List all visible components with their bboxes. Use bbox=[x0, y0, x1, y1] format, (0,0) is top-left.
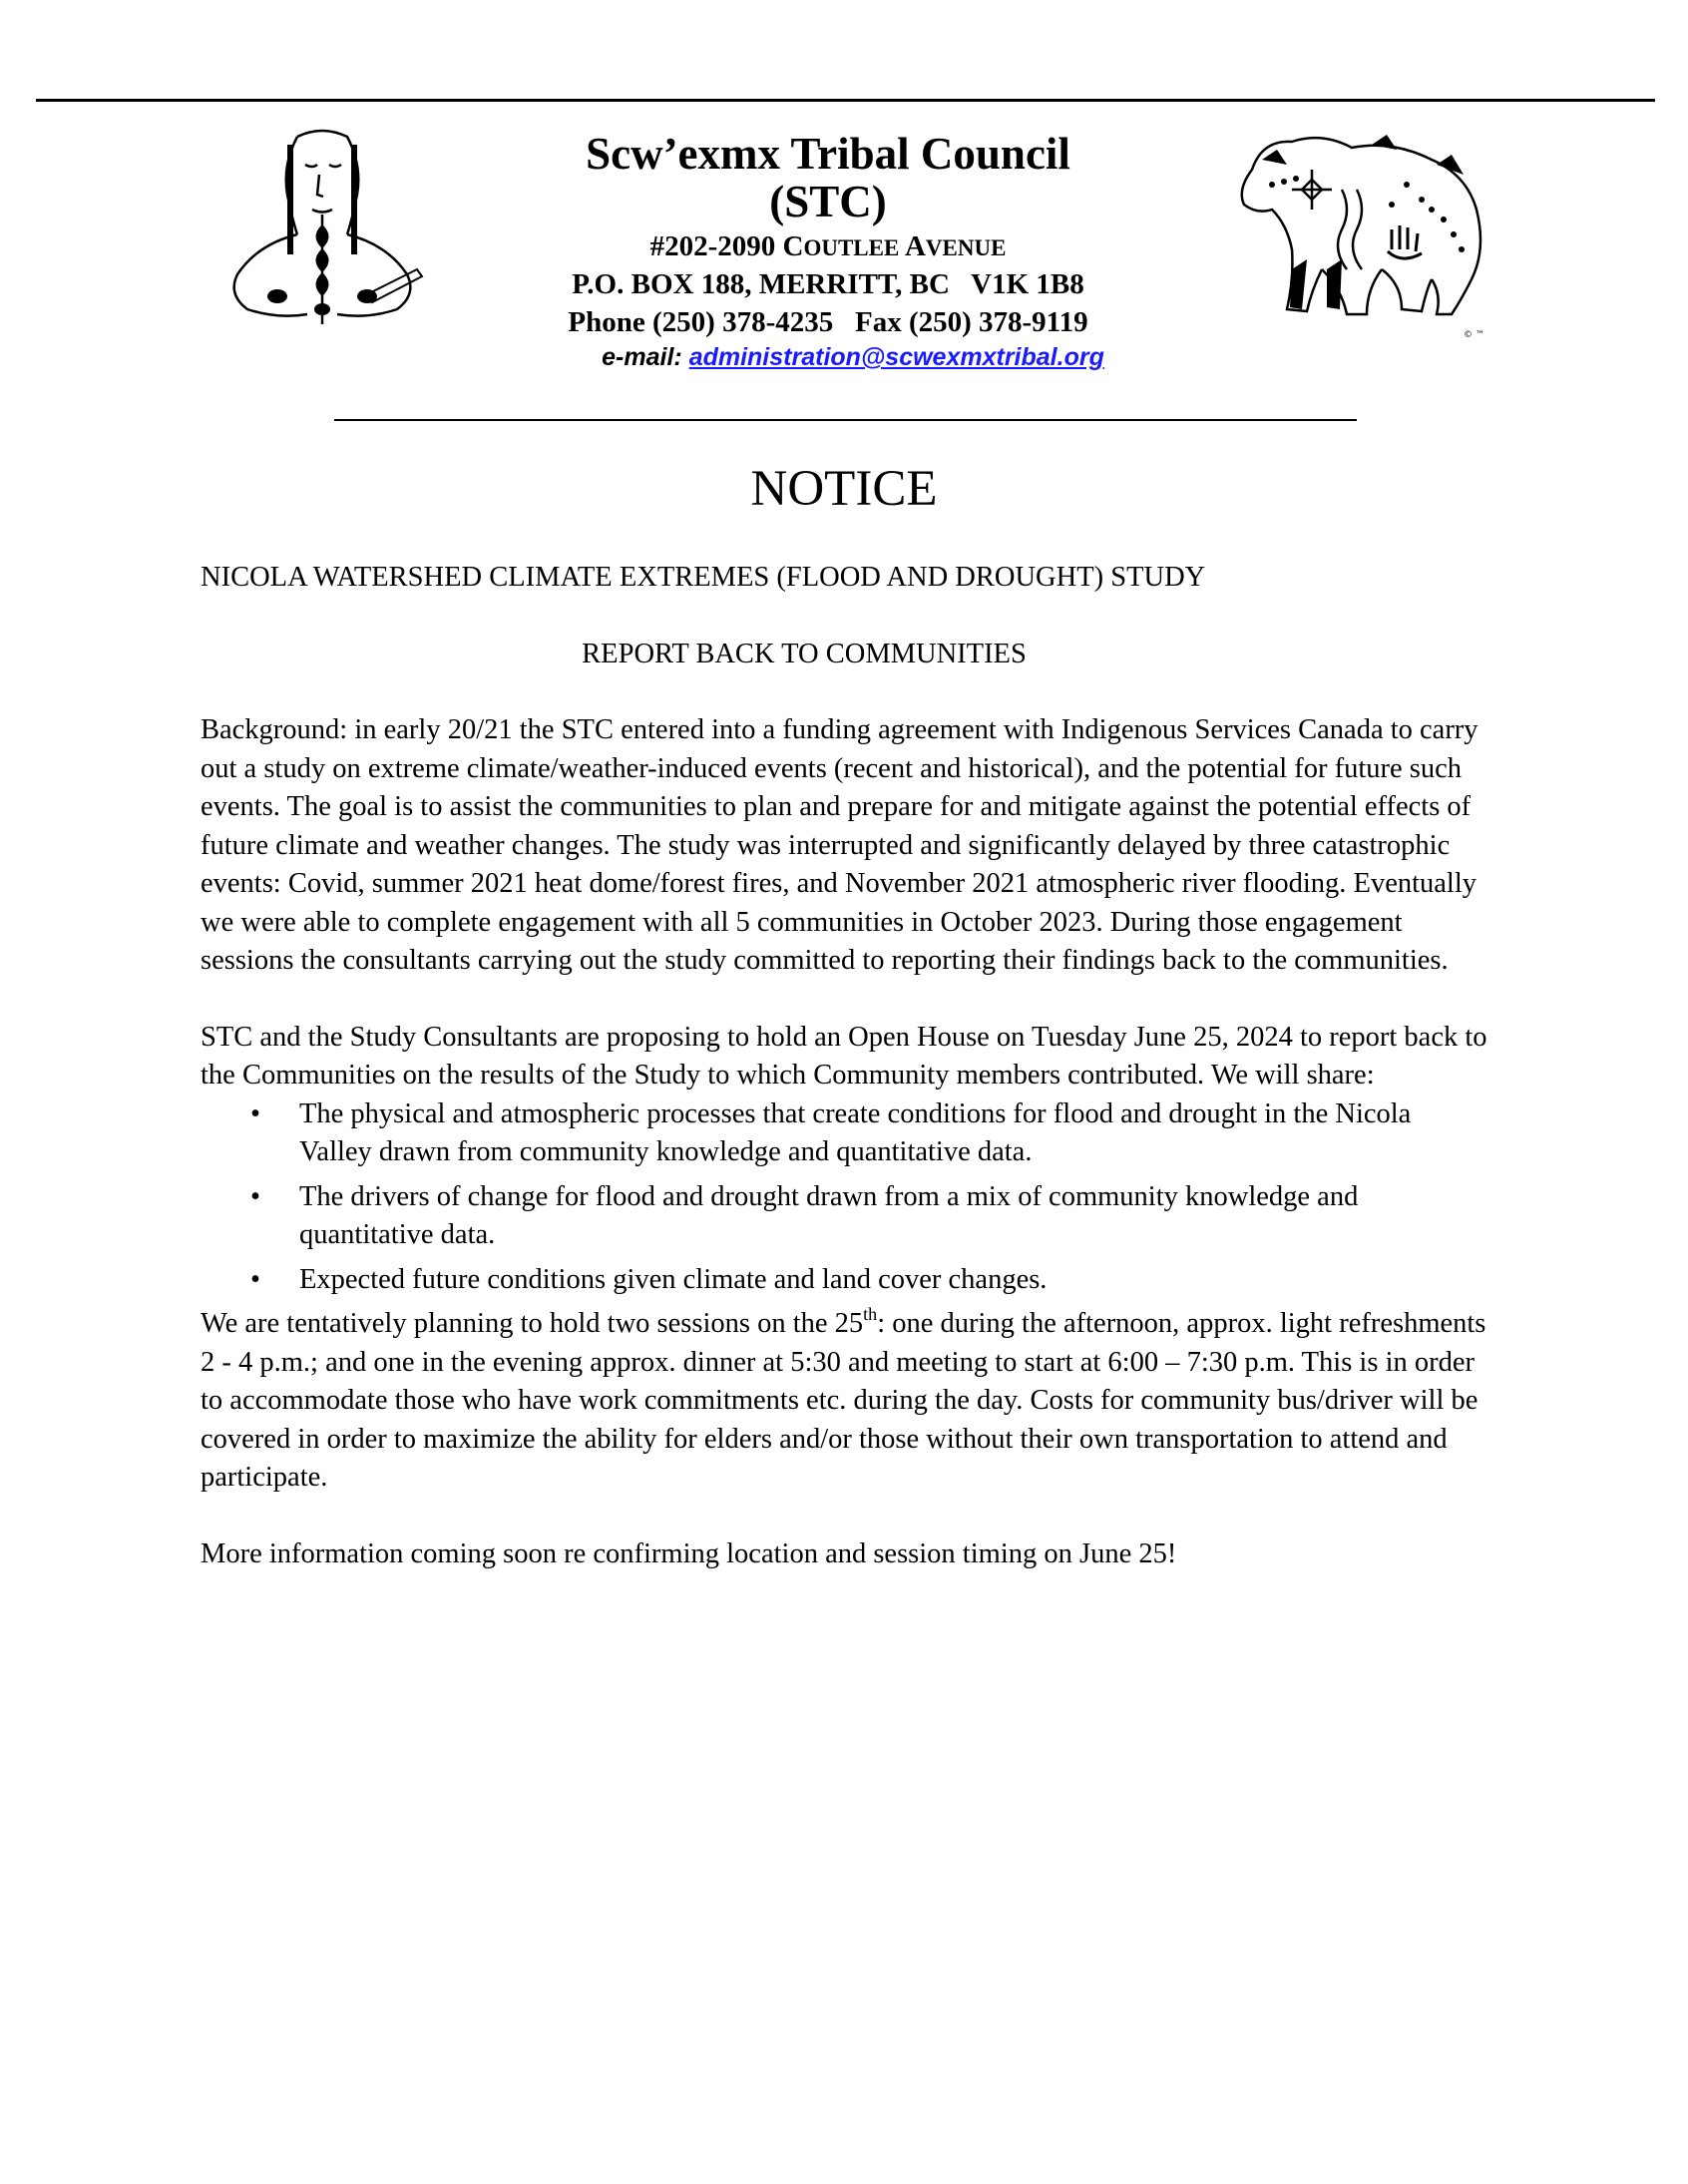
bullet-icon: • bbox=[250, 1097, 260, 1129]
open-house-paragraph: STC and the Study Consultants are proposing to hold an Open House on Tuesday June 25, 2024 to report back to the Communities on the results of the Study to which Community members contributed. We will share: bbox=[201, 1021, 1487, 1091]
notice-heading: NOTICE bbox=[750, 461, 938, 517]
bear-logo-icon bbox=[1232, 130, 1491, 344]
top-rule bbox=[36, 99, 1655, 102]
svg-text:© ™: © ™ bbox=[1464, 330, 1484, 340]
notice-body bbox=[201, 559, 1487, 1573]
list-item: • Expected future conditions given climate and land cover changes. bbox=[201, 1261, 1487, 1300]
more-info-paragraph: More information coming soon re confirming location and session timing on June 25! bbox=[201, 1537, 1177, 1569]
list-item: • The physical and atmospheric processes that create conditions for flood and drought in the Nicola Valley drawn from community knowledge and quantitative data. bbox=[201, 1095, 1487, 1172]
po-box-address: P.O. BOX 188, MERRITT, BC V1K 1B8 bbox=[572, 268, 1084, 300]
sessions-paragraph: We are tentatively planning to hold two sessions on the 25th: one during the afternoon, approx. light refreshments 2 - 4 p.m.; and one in the evening approx. dinner at 5:30 and meeting to start at 6:00 – 7:30 p.m. This is in order to accommodate those who have work commitments etc. during the day. Costs for community bus/driver will be covered in order to maximize the ability for elders and/or those without their own transportation to attend and participate. bbox=[201, 1304, 1486, 1493]
background-paragraph: Background: in early 20/21 the STC entered into a funding agreement with Indigenous Services Canada to carry out a study on extreme climate/weather-induced events (recent and historical), and the potential for future such events. The goal is to assist the communities to plan and prepare for and mitigate against the potential effects of future climate and weather changes. The study was interrupted and significantly delayed by three catastrophic events: Covid, summer 2021 heat dome/forest fires, and November 2021 atmospheric river flooding. Eventually we were able to complete engagement with all 5 communities in October 2023. During those engagement sessions the consultants carrying out the study committed to reporting their findings back to the communities. bbox=[201, 714, 1478, 976]
letterhead bbox=[429, 130, 1227, 373]
bullet-icon: • bbox=[250, 1180, 260, 1212]
report-back-subtitle: REPORT BACK TO COMMUNITIES bbox=[582, 638, 1027, 669]
figure-logo-icon bbox=[217, 125, 427, 329]
study-title: NICOLA WATERSHED CLIMATE EXTREMES (FLOOD AND DROUGHT) STUDY bbox=[201, 562, 1206, 593]
phone-fax: Phone (250) 378-4235 Fax (250) 378-9119 bbox=[568, 306, 1088, 338]
list-item: • The drivers of change for flood and drought drawn from a mix of community knowledge and quantitative data. bbox=[201, 1178, 1487, 1255]
email-line bbox=[429, 341, 1227, 373]
email-link[interactable]: administration@scwexmxtribal.org bbox=[688, 343, 1104, 371]
share-list bbox=[201, 1095, 1487, 1300]
street-address: #202-2090 COUTLEE AVENUE bbox=[649, 230, 1007, 262]
org-name: Scw’exmx Tribal Council bbox=[586, 129, 1070, 179]
org-abbreviation: (STC) bbox=[769, 177, 887, 226]
email-label: e-mail: bbox=[602, 343, 682, 371]
letterhead-divider bbox=[334, 419, 1357, 421]
bullet-icon: • bbox=[250, 1263, 260, 1295]
